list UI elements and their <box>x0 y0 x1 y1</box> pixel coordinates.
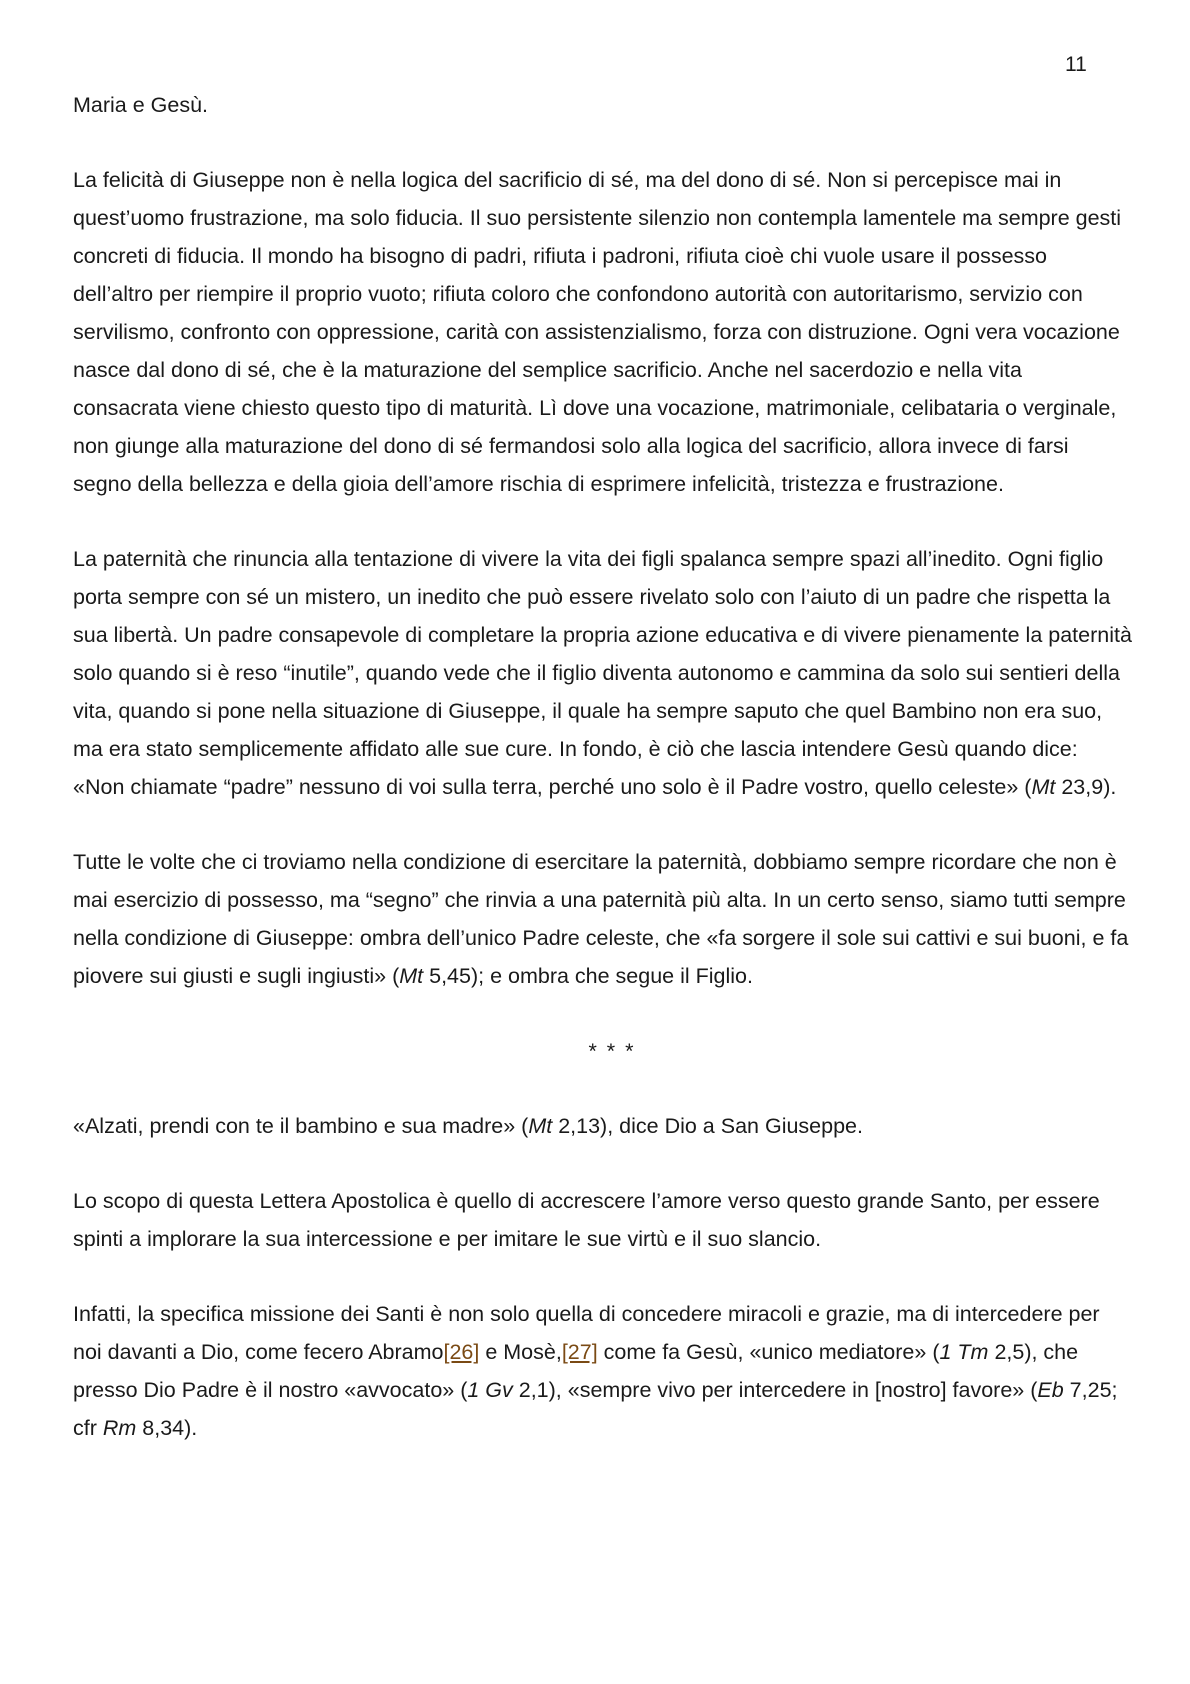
paragraph-7-text-d: 2,5), che presso Dio Padre è il nostro «avvocato» ( <box>73 1340 1079 1402</box>
paragraph-7-text-f: 7,25; cfr <box>73 1378 1118 1440</box>
paragraph-5 <box>73 1107 1133 1145</box>
paragraph-4-text: Tutte le volte che ci troviamo nella condizione di esercitare la paternità, dobbiamo sempre ricordare che non è mai esercizio di possesso, ma “segno” che rinvia a una paternità più alta. In un certo senso, siamo tutti sempre nella condizione di Giuseppe: ombra dell’unico Padre celeste, che «fa sorgere il sole sui cattivi e sui buoni, e fa piovere sui giusti e sugli ingiusti» ( <box>73 850 1129 988</box>
scripture-ref-book: 1 Gv <box>467 1378 513 1402</box>
scripture-ref-tail: 5,45); e ombra che segue il Figlio. <box>423 964 753 988</box>
paragraph-7-text-e: 2,1), «sempre vivo per intercedere in [nostro] favore» ( <box>512 1378 1038 1402</box>
paragraph-2 <box>73 161 1133 503</box>
footnote-link-27[interactable]: [27] <box>561 1340 598 1364</box>
paragraph-7-text-c: come fa Gesù, «unico mediatore» ( <box>597 1340 940 1364</box>
page-number: 11 <box>1065 53 1087 76</box>
footnote-link-26[interactable]: [26] <box>443 1340 480 1364</box>
document-body <box>73 86 1133 1484</box>
paragraph-7-text-b: e Mosè, <box>479 1340 562 1364</box>
paragraph-1-text: Maria e Gesù. <box>73 93 209 117</box>
paragraph-3 <box>73 540 1133 806</box>
paragraph-4 <box>73 843 1133 995</box>
paragraph-7 <box>73 1295 1133 1447</box>
scripture-ref-book: Rm <box>102 1416 137 1440</box>
scripture-ref-book: Eb <box>1037 1378 1064 1402</box>
paragraph-7-text-g: 8,34). <box>136 1416 198 1440</box>
paragraph-5-text: «Alzati, prendi con te il bambino e sua madre» ( <box>73 1114 529 1138</box>
paragraph-1 <box>73 86 1133 124</box>
paragraph-6 <box>73 1182 1133 1258</box>
scripture-ref-book: Mt <box>1031 775 1056 799</box>
scripture-ref-tail: 2,13), dice Dio a San Giuseppe. <box>552 1114 863 1138</box>
scripture-ref-book: Mt <box>399 964 424 988</box>
paragraph-6-text: Lo scopo di questa Lettera Apostolica è quello di accrescere l’amore verso questo grande Santo, per essere spinti a implorare la sua intercessione e per imitare le sue virtù e il suo slancio. <box>73 1189 1100 1251</box>
scripture-ref-book: Mt <box>528 1114 553 1138</box>
section-separator: * * * <box>588 1039 636 1063</box>
paragraph-3-text: La paternità che rinuncia alla tentazione di vivere la vita dei figli spalanca sempre spazi all’inedito. Ogni figlio porta sempre con sé un mistero, un inedito che può essere rivelato solo con l’aiuto di un padre che rispetta la sua libertà. Un padre consapevole di completare la propria azione educativa e di vivere pienamente la paternità solo quando si è reso “inutile”, quando vede che il figlio diventa autonomo e cammina da solo sui sentieri della vita, quando si pone nella situazione di Giuseppe, il quale ha sempre saputo che quel Bambino non era suo, ma era stato semplicemente affidato alle sue cure. In fondo, è ciò che lascia intendere Gesù quando dice: «Non chiamate “padre” nessuno di voi sulla terra, perché uno solo è il Padre vostro, quello celeste» ( <box>73 547 1132 799</box>
paragraph-7-text-a: Infatti, la specifica missione dei Santi è non solo quella di concedere miracoli e grazie, ma di intercedere per noi davanti a Dio, come fecero Abramo <box>73 1302 1100 1364</box>
scripture-ref-tail: 23,9). <box>1055 775 1117 799</box>
scripture-ref-book: 1 Tm <box>939 1340 989 1364</box>
paragraph-2-text: La felicità di Giuseppe non è nella logica del sacrificio di sé, ma del dono di sé. Non si percepisce mai in quest’uomo frustrazione, ma solo fiducia. Il suo persistente silenzio non contempla lamentele ma sempre gesti concreti di fiducia. Il mondo ha bisogno di padri, rifiuta i padroni, rifiuta cioè chi vuole usare il possesso dell’altro per riempire il proprio vuoto; rifiuta coloro che confondono autorità con autoritarismo, servizio con servilismo, confronto con oppressione, carità con assistenzialismo, forza con distruzione. Ogni vera vocazione nasce dal dono di sé, che è la maturazione del semplice sacrificio. Anche nel sacerdozio e nella vita consacrata viene chiesto questo tipo di maturità. Lì dove una vocazione, matrimoniale, celibataria o verginale, non giunge alla maturazione del dono di sé fermandosi solo alla logica del sacrificio, allora invece di farsi segno della bellezza e della gioia dell’amore rischia di esprimere infelicità, tristezza e frustrazione. <box>73 168 1122 496</box>
